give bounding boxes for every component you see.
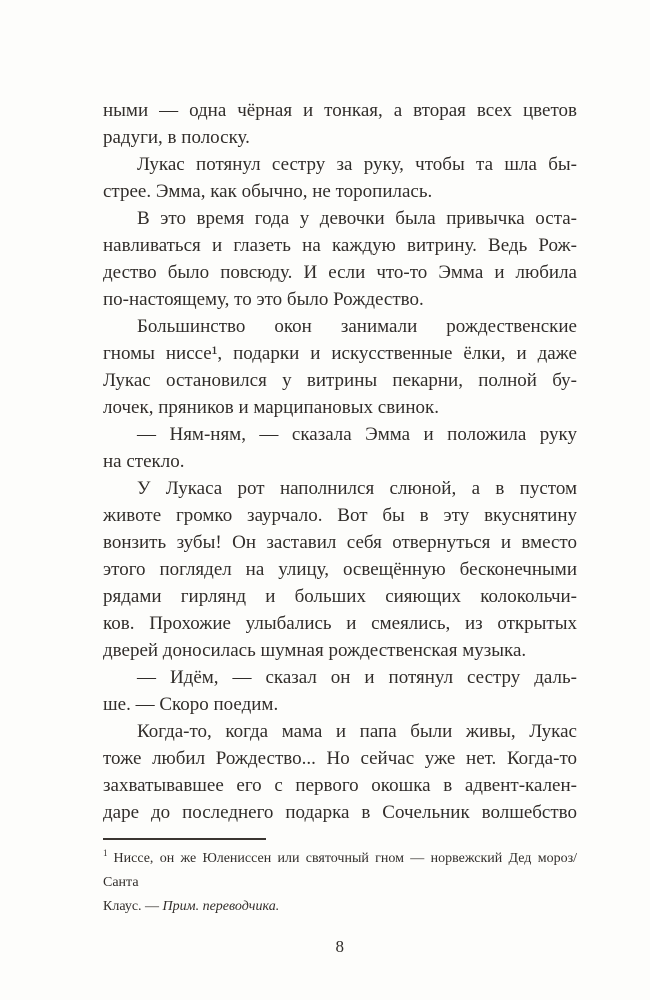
footnote-divider: [103, 838, 266, 840]
text-line: на стекло.: [103, 451, 185, 472]
footnote: [103, 838, 577, 919]
text-line: стрее. Эмма, как обычно, не торопилась.: [103, 181, 433, 202]
text-line: даре до последнего подарка в Сочельник волшебство: [103, 802, 577, 823]
text-line: У Лукаса рот наполнился слюной, а в пустом: [137, 478, 577, 499]
text-line: Большинство окон занимали рождественские: [137, 316, 577, 337]
text-line: Лукас потянул сестру за руку, чтобы та шла бы-: [137, 154, 577, 175]
text-line: тоже любил Рождество... Но сейчас уже нет. Когда-то: [103, 748, 577, 769]
text-line: радуги, в полоску.: [103, 127, 250, 148]
text-line: ными — одна чёрная и тонкая, а вторая всех цветов: [103, 100, 577, 121]
text-line: ше. — Скоро поедим.: [103, 694, 279, 715]
text-column: [103, 97, 577, 957]
text-line: этого поглядел на улицу, освещённую бесконечными: [103, 559, 577, 580]
text-line: Лукас остановился у витрины пекарни, полной бу-: [103, 370, 577, 391]
footnote-translator-note: Прим. переводчика.: [162, 899, 280, 914]
text-line: — Ням-ням, — сказала Эмма и положила руку: [137, 424, 577, 445]
text-line: В это время года у девочки была привычка оста-: [137, 208, 577, 229]
page-number: 8: [335, 937, 345, 956]
footnote-line-2: [103, 895, 577, 919]
text-line: гномы ниссе¹, подарки и искусственные ёлки, и даже: [103, 343, 577, 364]
text-line: захватывавшее его с первого окошка в адвент-кален-: [103, 775, 577, 796]
footnote-text: Клаус. —: [103, 899, 163, 914]
text-line: — Идём, — сказал он и потянул сестру даль-: [137, 667, 577, 688]
text-line: Когда-то, когда мама и папа были живы, Лукас: [137, 721, 577, 742]
text-line: вонзить зубы! Он заставил себя отвернуться и вместо: [103, 532, 577, 553]
body-text: [103, 97, 577, 826]
text-line: навливаться и глазеть на каждую витрину. Ведь Рож-: [103, 235, 577, 256]
footnote-text: Ниссе, он же Юлениссен или святочный гном — норвежский Дед мороз/Санта: [103, 851, 577, 890]
text-line: дество было повсюду. И если что-то Эмма и любила: [103, 262, 577, 283]
text-line: животе громко заурчало. Вот бы в эту вкуснятину: [103, 505, 577, 526]
footnote-line-1: [103, 847, 577, 895]
footnote-marker: 1: [103, 848, 108, 859]
text-line: лочек, пряников и марципановых свинок.: [103, 397, 439, 418]
text-line: дверей доносилась шумная рождественская музыка.: [103, 640, 527, 661]
text-line: по-настоящему, то это было Рождество.: [103, 289, 424, 310]
text-line: ков. Прохожие улыбались и смеялись, из открытых: [103, 613, 577, 634]
text-line: рядами гирлянд и больших сияющих колокольчи-: [103, 586, 577, 607]
